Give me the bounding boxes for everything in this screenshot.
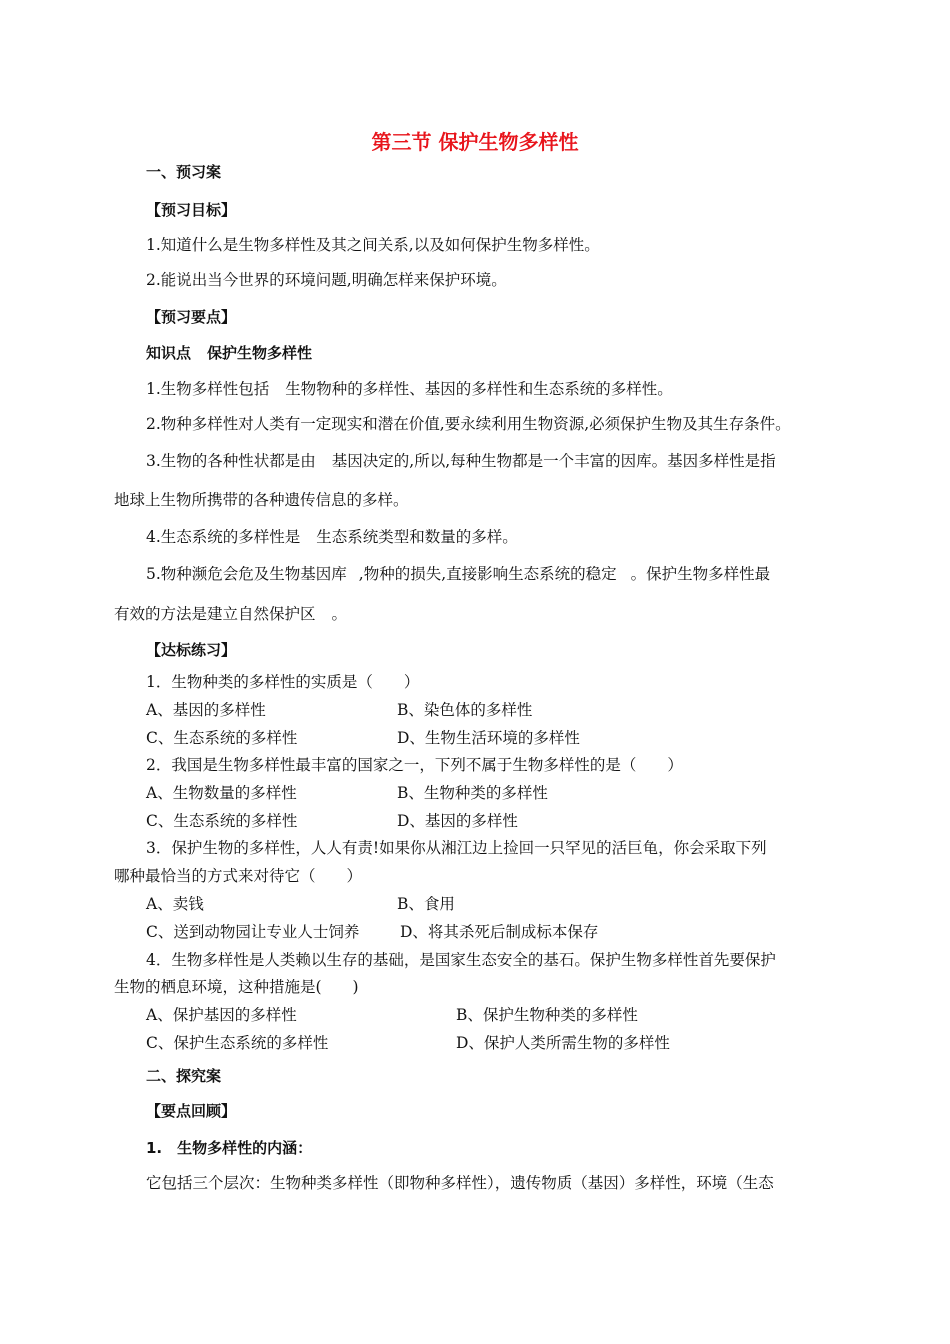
q1-option-a: A、基因的多样性: [146, 701, 266, 719]
q1-option-b: B、染色体的多样性: [397, 701, 533, 719]
q2-option-a: A、生物数量的多样性: [146, 784, 297, 802]
point-5-text-b: ,物种的损失,直接影响生态系统的稳定: [358, 565, 617, 583]
goal-item-2: 2.能说出当今世界的环境问题,明确怎样来保护环境。: [146, 271, 507, 289]
question-4: 4．生物多样性是人类赖以生存的基础，是国家生态安全的基石。保护生物多样性首先要保护: [146, 951, 776, 969]
knowledge-point: [146, 343, 312, 363]
point-5-text-e: 。: [331, 605, 348, 623]
section-heading-preview: 一、预习案: [146, 163, 222, 181]
point-5-continued: [114, 604, 347, 624]
q3-option-b: B、食用: [397, 895, 455, 913]
question-2: 2．我国是生物多样性最丰富的国家之一，下列不属于生物多样性的是（ ）: [146, 756, 683, 774]
point-2: 2.物种多样性对人类有一定现实和潜在价值,要永续利用生物资源,必须保护生物及其生存条件。: [146, 415, 791, 433]
goal-item-1: 1.知道什么是生物多样性及其之间关系,以及如何保护生物多样性。: [146, 236, 600, 254]
point-1-text-b: 生物物种的多样性、基因的多样性和生态系统的多样性。: [285, 380, 673, 398]
point-4-text-b: 生态系统类型和数量的多样。: [316, 528, 518, 546]
question-4-continued: 生物的栖息环境，这种措施是( ): [114, 978, 359, 996]
point-3-text-a: 3.生物的各种性状都是由: [146, 452, 316, 470]
point-5-text-c: 。保护生物多样性最: [630, 565, 771, 583]
point-3-continued: 地球上生物所携带的各种遗传信息的多样。: [114, 491, 409, 509]
q4-option-a: A、保护基因的多样性: [146, 1006, 297, 1024]
review-point-1-text: 它包括三个层次：生物种类多样性（即物种多样性），遗传物质（基因）多样性，环境（生态: [146, 1174, 774, 1192]
q4-option-d: D、保护人类所需生物的多样性: [456, 1034, 670, 1052]
q3-option-a: A、卖钱: [146, 895, 204, 913]
q3-option-d: D、将其杀死后制成标本保存: [400, 923, 599, 941]
exercise-heading: 【达标练习】: [146, 641, 237, 659]
q1-option-d: D、生物生活环境的多样性: [397, 729, 580, 747]
point-4: [146, 527, 518, 547]
q1-option-c: C、生态系统的多样性: [146, 729, 298, 747]
point-4-text-a: 4.生态系统的多样性是: [146, 528, 301, 546]
question-3-continued: 哪种最恰当的方式来对待它（ ）: [114, 867, 363, 885]
point-3: [146, 451, 776, 471]
review-heading: 【要点回顾】: [146, 1102, 237, 1120]
point-1: [146, 379, 673, 399]
point-5: [146, 564, 770, 584]
q3-option-c: C、送到动物园让专业人士饲养: [146, 923, 360, 941]
knowledge-point-title: 保护生物多样性: [207, 344, 313, 362]
question-3: 3．保护生物的多样性，人人有责!如果你从湘江边上捡回一只罕见的活巨龟，你会采取下列: [146, 839, 767, 857]
point-5-text-a: 5.物种濒危会危及生物基因库: [146, 565, 347, 583]
point-5-text-d: 有效的方法是建立自然保护区: [114, 605, 316, 623]
page-title: 第三节 保护生物多样性: [371, 130, 579, 154]
points-heading: 【预习要点】: [146, 308, 237, 326]
q2-option-d: D、基因的多样性: [397, 812, 518, 830]
point-1-text-a: 1.生物多样性包括: [146, 380, 270, 398]
q2-option-b: B、生物种类的多样性: [397, 784, 548, 802]
goals-heading: 【预习目标】: [146, 201, 237, 219]
knowledge-point-label: 知识点: [146, 344, 192, 362]
q2-option-c: C、生态系统的多样性: [146, 812, 298, 830]
q4-option-b: B、保护生物种类的多样性: [456, 1006, 638, 1024]
q4-option-c: C、保护生态系统的多样性: [146, 1034, 329, 1052]
point-3-text-b: 基因决定的,所以,每种生物都是一个丰富的因库。基因多样性是指: [331, 452, 776, 470]
question-1: 1．生物种类的多样性的实质是（ ）: [146, 673, 420, 691]
review-point-1-title: 1. 生物多样性的内涵：: [146, 1139, 313, 1157]
section-heading-explore: 二、探究案: [146, 1067, 222, 1085]
